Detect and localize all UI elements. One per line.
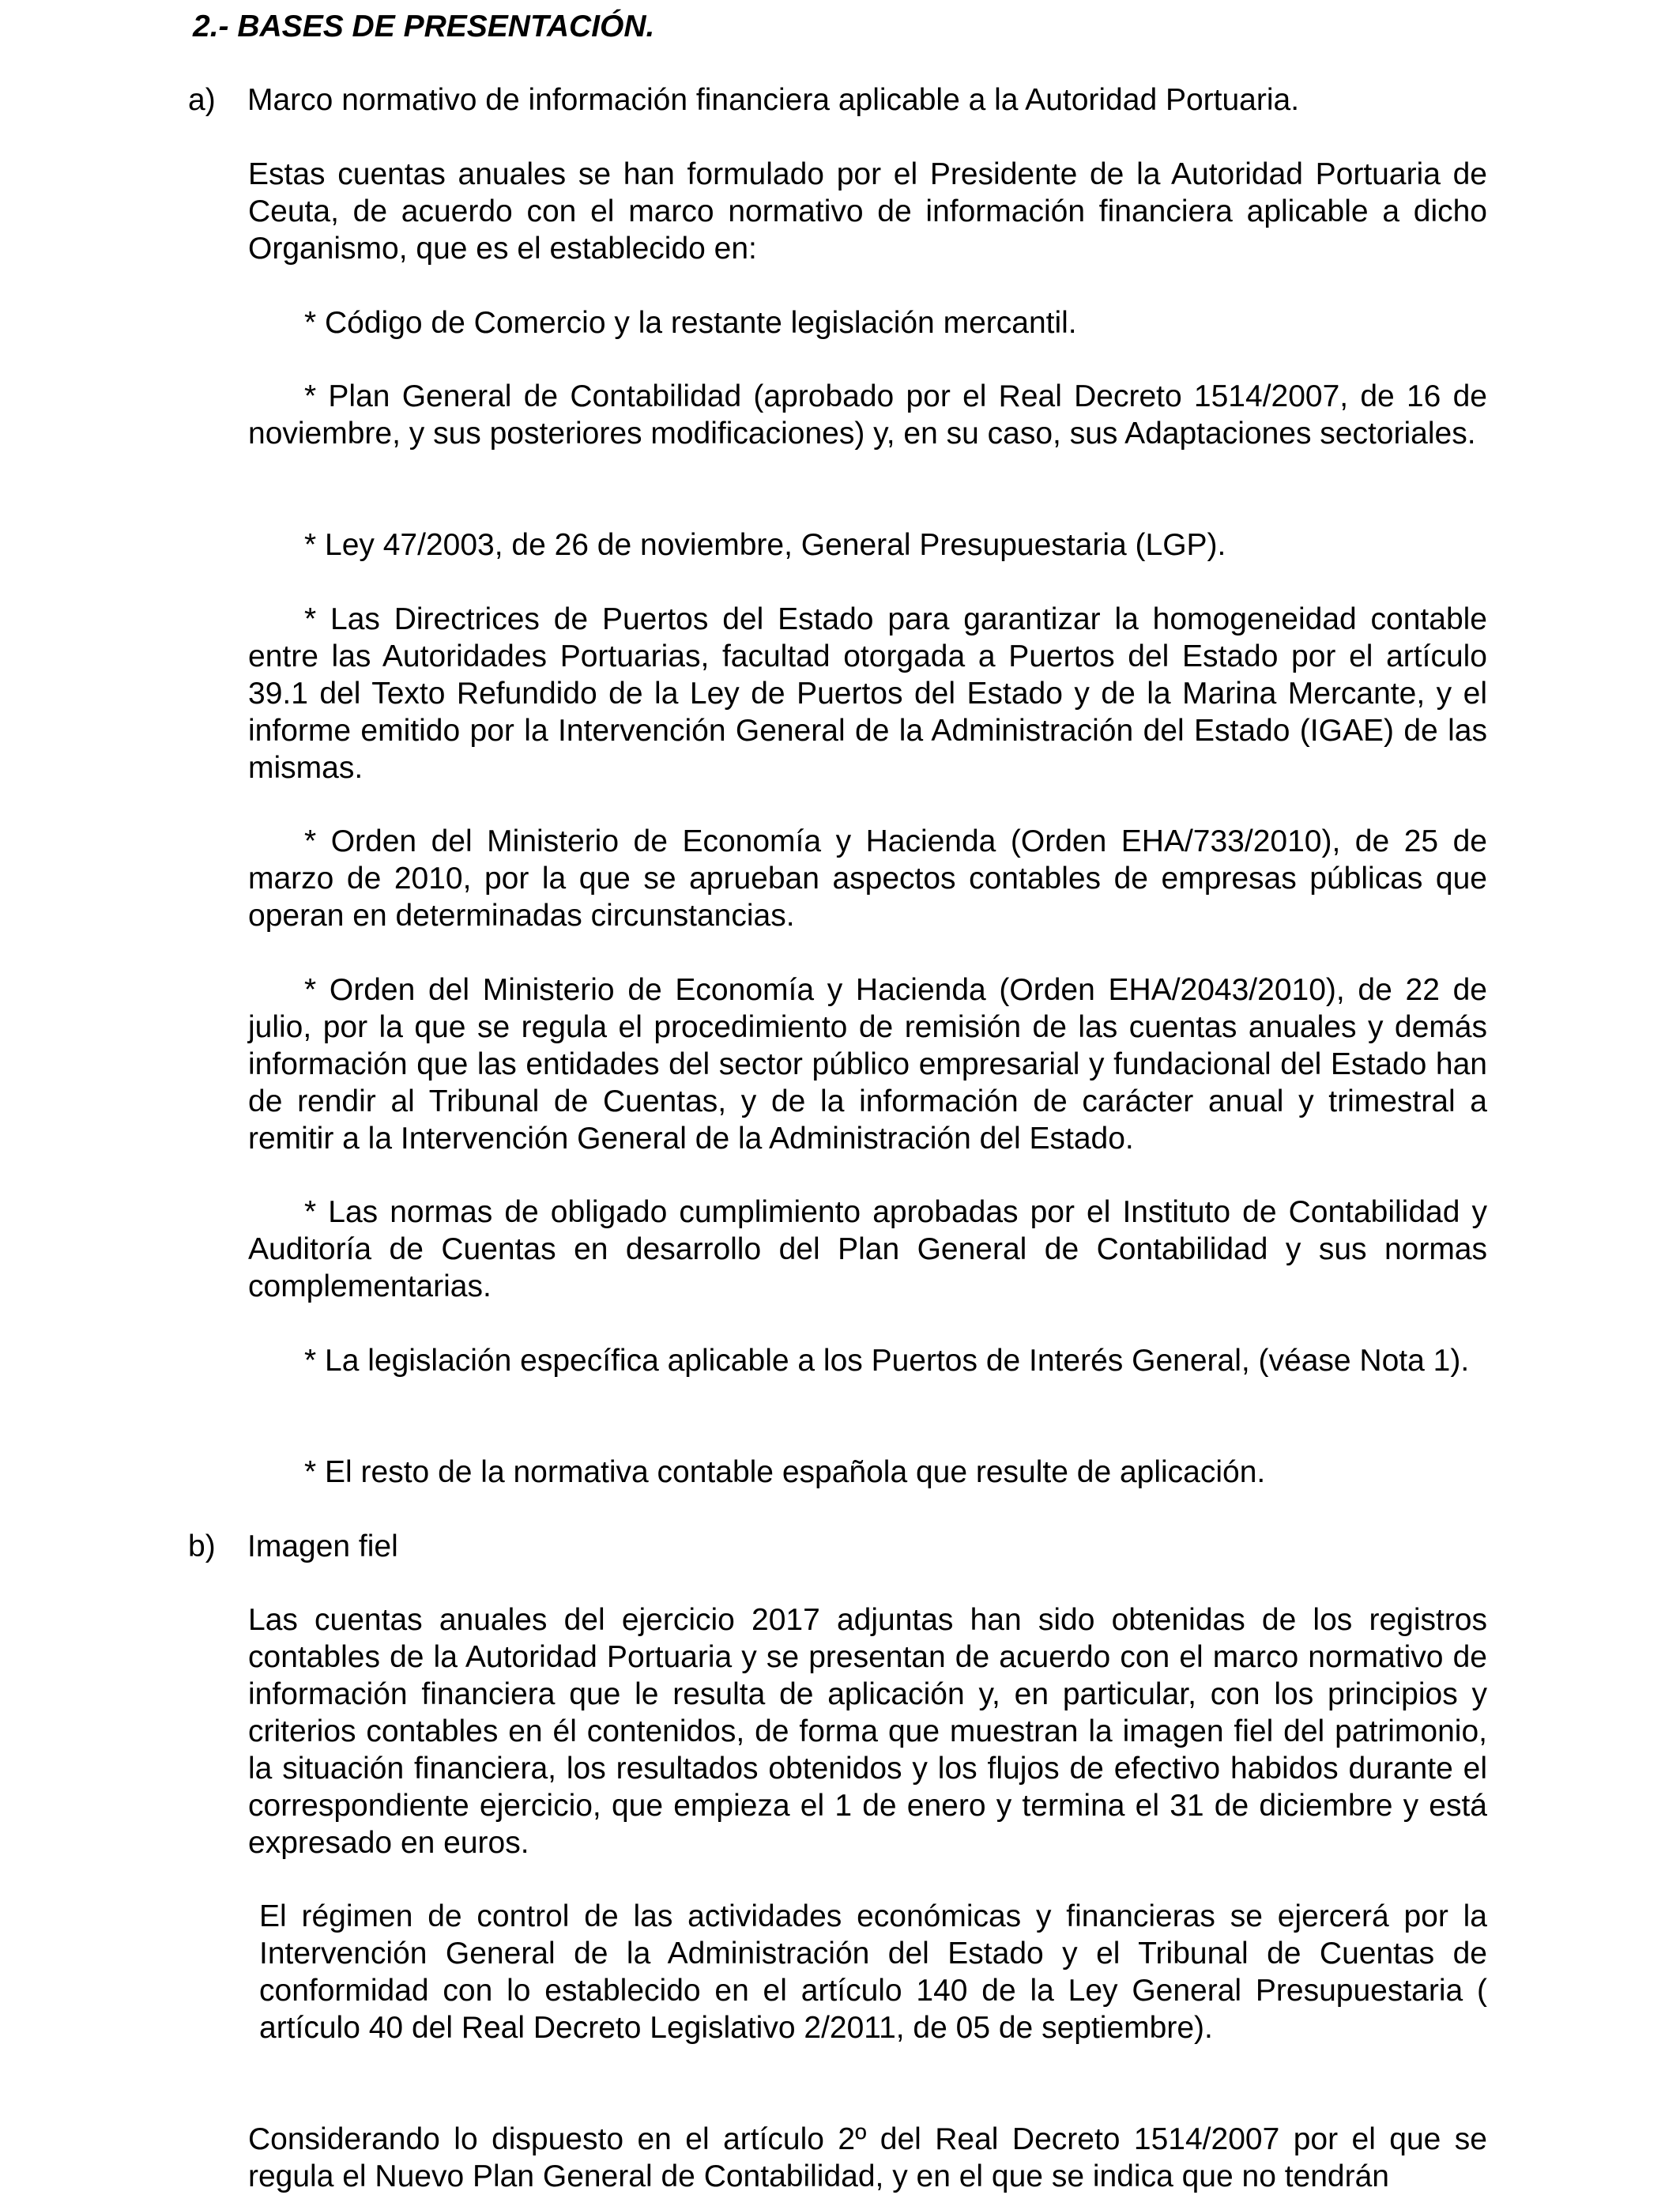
section-marker: b) [188, 1529, 216, 1563]
list-item: * Orden del Ministerio de Economía y Hacienda (Orden EHA/2043/2010), de 22 de julio, por la que se regula el procedimiento de remisión de las cuentas anuales y demás información que las entidades del sector público empresarial y fundacional del Estado han de rendir al Tribunal de Cuentas, y de la información de carácter anual y trimestral a remitir a la Intervención General de la Administración del Estado. [248, 973, 1487, 1156]
section-marker: a) [188, 83, 216, 117]
section-a-heading [188, 81, 1299, 119]
section-heading-text: Imagen fiel [247, 1529, 398, 1563]
list-item: * La legislación específica aplicable a los Puertos de Interés General, (véase Nota 1). [304, 1344, 1470, 1378]
list-item: * Plan General de Contabilidad (aprobado por el Real Decreto 1514/2007, de 16 de noviembre, y sus posteriores modificaciones) y, en su caso, sus Adaptaciones sectoriales. [248, 379, 1487, 451]
section-title: 2.- BASES DE PRESENTACIÓN. [193, 9, 655, 43]
section-b-heading [188, 1528, 398, 1565]
list-item: * El resto de la normativa contable española que resulte de aplicación. [304, 1455, 1266, 1489]
section-heading-text: Marco normativo de información financiera aplicable a la Autoridad Portuaria. [247, 83, 1300, 117]
list-item: * Las normas de obligado cumplimiento aprobadas por el Instituto de Contabilidad y Auditoría de Cuentas en desarrollo del Plan General de Contabilidad y sus normas complementarias. [248, 1195, 1487, 1303]
list-item: * Ley 47/2003, de 26 de noviembre, General Presupuestaria (LGP). [304, 528, 1226, 562]
list-item: * Orden del Ministerio de Economía y Hacienda (Orden EHA/733/2010), de 25 de marzo de 2010, por la que se aprueban aspectos contables de empresas públicas que operan en determinadas circunstancias. [248, 824, 1487, 933]
paragraph: Estas cuentas anuales se han formulado por el Presidente de la Autoridad Portuaria de Ceuta, de acuerdo con el marco normativo de información financiera aplicable a dicho Organismo, que es el establecido en: [248, 157, 1487, 266]
paragraph: Las cuentas anuales del ejercicio 2017 adjuntas han sido obtenidas de los registros contables de la Autoridad Portuaria y se presentan de acuerdo con el marco normativo de información financiera que le resulta de aplicación y, en particular, con los principios y criterios contables en él contenidos, de forma que muestran la imagen fiel del patrimonio, la situación financiera, los resultados obtenidos y los flujos de efectivo habidos durante el correspondiente ejercicio, que empieza el 1 de enero y termina el 31 de diciembre y está expresado en euros. [248, 1603, 1487, 1860]
paragraph: Considerando lo dispuesto en el artículo 2º del Real Decreto 1514/2007 por el que se regula el Nuevo Plan General de Contabilidad, y en el que se indica que no tendrán [248, 2122, 1487, 2193]
list-item: * Las Directrices de Puertos del Estado para garantizar la homogeneidad contable entre las Autoridades Portuarias, facultad otorgada a Puertos del Estado por el artículo 39.1 del Texto Refundido de la Ley de Puertos del Estado y de la Marina Mercante, y el informe emitido por la Intervención General de la Administración del Estado (IGAE) de las mismas. [248, 602, 1487, 785]
paragraph: El régimen de control de las actividades económicas y financieras se ejercerá por la Intervención General de la Administración del Estado y el Tribunal de Cuentas de conformidad con lo establecido en el artículo 140 de la Ley General Presupuestaria ( artículo 40 del Real Decreto Legislativo 2/2011, de 05 de septiembre). [259, 1899, 1487, 2045]
list-item: * Código de Comercio y la restante legislación mercantil. [304, 306, 1077, 340]
